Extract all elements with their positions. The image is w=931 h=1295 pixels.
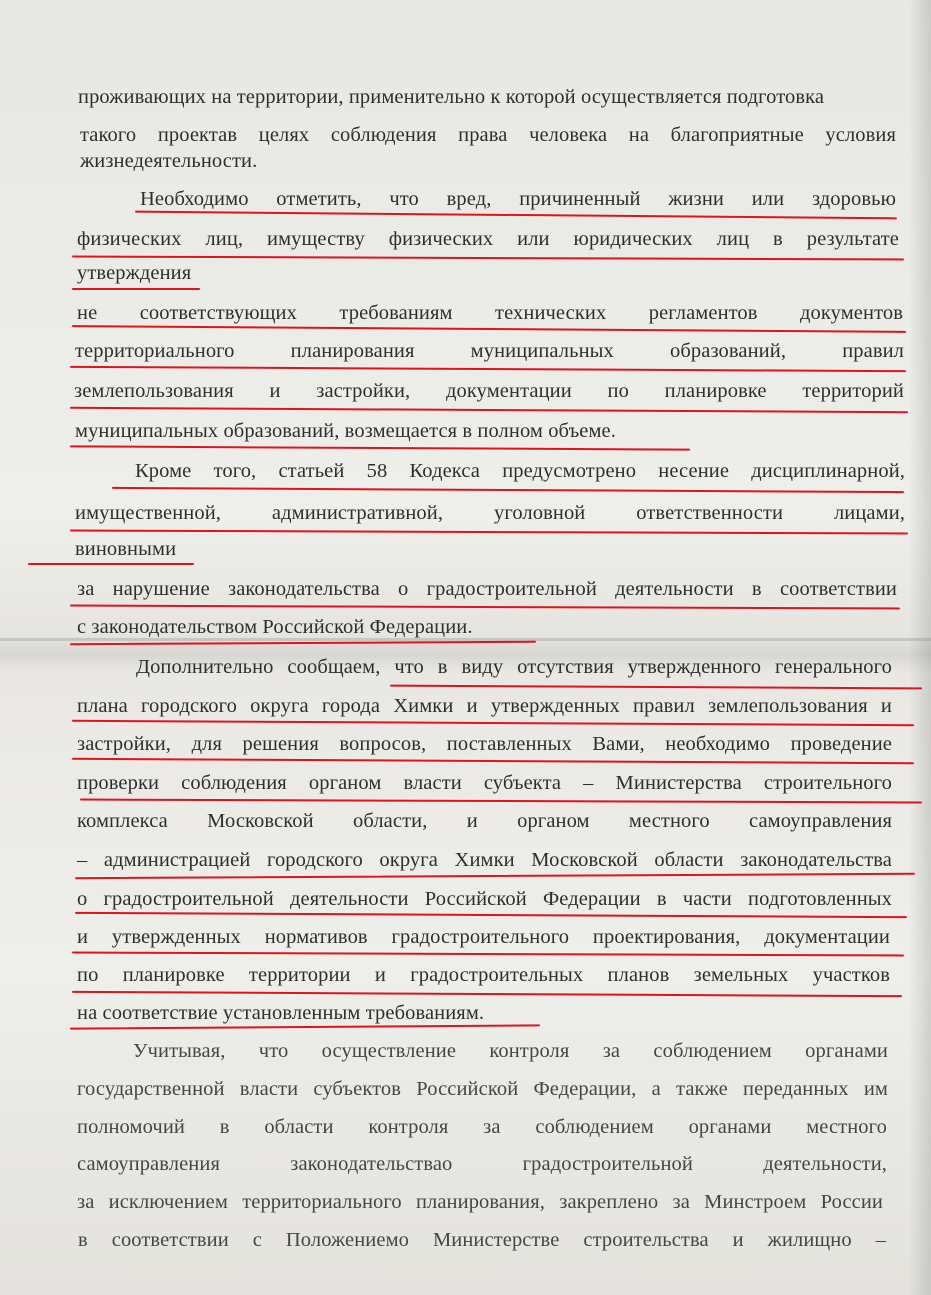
text-line: плана городского округа города Химки и утвержденных правил землепользования и [77,695,892,717]
red-underline [70,1024,540,1029]
text-line: самоуправления законодательствао градостроительной деятельности, [77,1153,887,1175]
page-shadow [909,0,931,1295]
red-underline [72,758,914,764]
text-line: Кроме того, статьей 58 Кодекса предусмотрено несение дисциплинарной, [135,460,905,482]
text-line: муниципальных образований, возмещается в полном объеме. [75,420,616,442]
text-line: и утвержденных нормативов градостроительного проектирования, документации [77,926,890,948]
text-line: не соответствующих требованиям технических регламентов документов [77,302,903,324]
red-underline [72,991,902,997]
red-underline [70,366,906,372]
red-underline [75,912,907,918]
red-underline [72,952,904,957]
text-line: имущественной, административной, уголовной ответственности лицами, [75,502,905,524]
text-line: – администрацией городского округа Химки Московской области законодательства [77,849,892,871]
text-line: утверждения [77,262,192,284]
red-underline [28,563,194,565]
red-underline [72,720,914,726]
text-line: полномочий в области контроля за соблюдением органами местного [77,1116,887,1138]
text-line: виновными [75,538,177,560]
text-line: с законодательством Российской Федерации. [77,616,473,638]
red-underline [80,799,922,804]
red-underline [72,256,904,261]
text-line: проживающих на территории, применительно к которой осуществляется подготовка [78,86,825,108]
red-underline [70,530,908,535]
text-line: на соответствие установленным требованиям. [77,1002,485,1024]
text-line: Учитывая, что осуществление контроля за соблюдением органами [133,1040,888,1062]
text-line: физических лиц, имуществу физических или юридических лиц в результате [77,228,899,250]
text-line: проверки соблюдения органом власти субъекта – Министерства строительного [77,772,892,794]
red-underline [70,605,900,610]
red-underline [70,641,536,645]
red-underline [72,325,906,333]
text-line: за нарушение законодательства о градостроительной деятельности в соответствии [77,578,897,600]
red-underline [112,487,904,493]
text-line: территориального планирования муниципальных образований, правил [75,340,904,362]
red-underline [70,445,690,450]
text-line: землепользования и застройки, документации по планировке территорий [74,380,904,402]
red-underline [70,407,908,413]
text-line: о градостроительной деятельности Российской Федерации в части подготовленных [77,888,892,910]
red-underline [390,685,922,690]
text-line: Необходимо отметить, что вред, причиненный жизни или здоровью [140,188,896,210]
text-line: жизнедеятельности. [80,150,258,172]
red-underline [72,288,200,290]
text-line: такого проектав целях соблюдения права человека на благоприятные условия [80,124,896,146]
text-line: по планировке территории и градостроительных планов земельных участков [77,964,890,986]
text-line: Дополнительно сообщаем, что в виду отсутствия утвержденного генерального [136,656,892,678]
text-line: застройки, для решения вопросов, поставленных Вами, необходимо проведение [77,733,892,755]
text-line: комплекса Московской области, и органом местного самоуправления [77,810,892,832]
text-line: государственной власти субъектов Российской Федерации, а также переданных им [77,1078,888,1100]
red-underline [75,873,915,879]
text-line: за исключением территориального планирования, закреплено за Минстроем России [77,1191,883,1213]
red-underline [135,211,897,220]
text-line: в соответствии с Положениемо Министерстве строительства и жилищно – [78,1229,886,1251]
